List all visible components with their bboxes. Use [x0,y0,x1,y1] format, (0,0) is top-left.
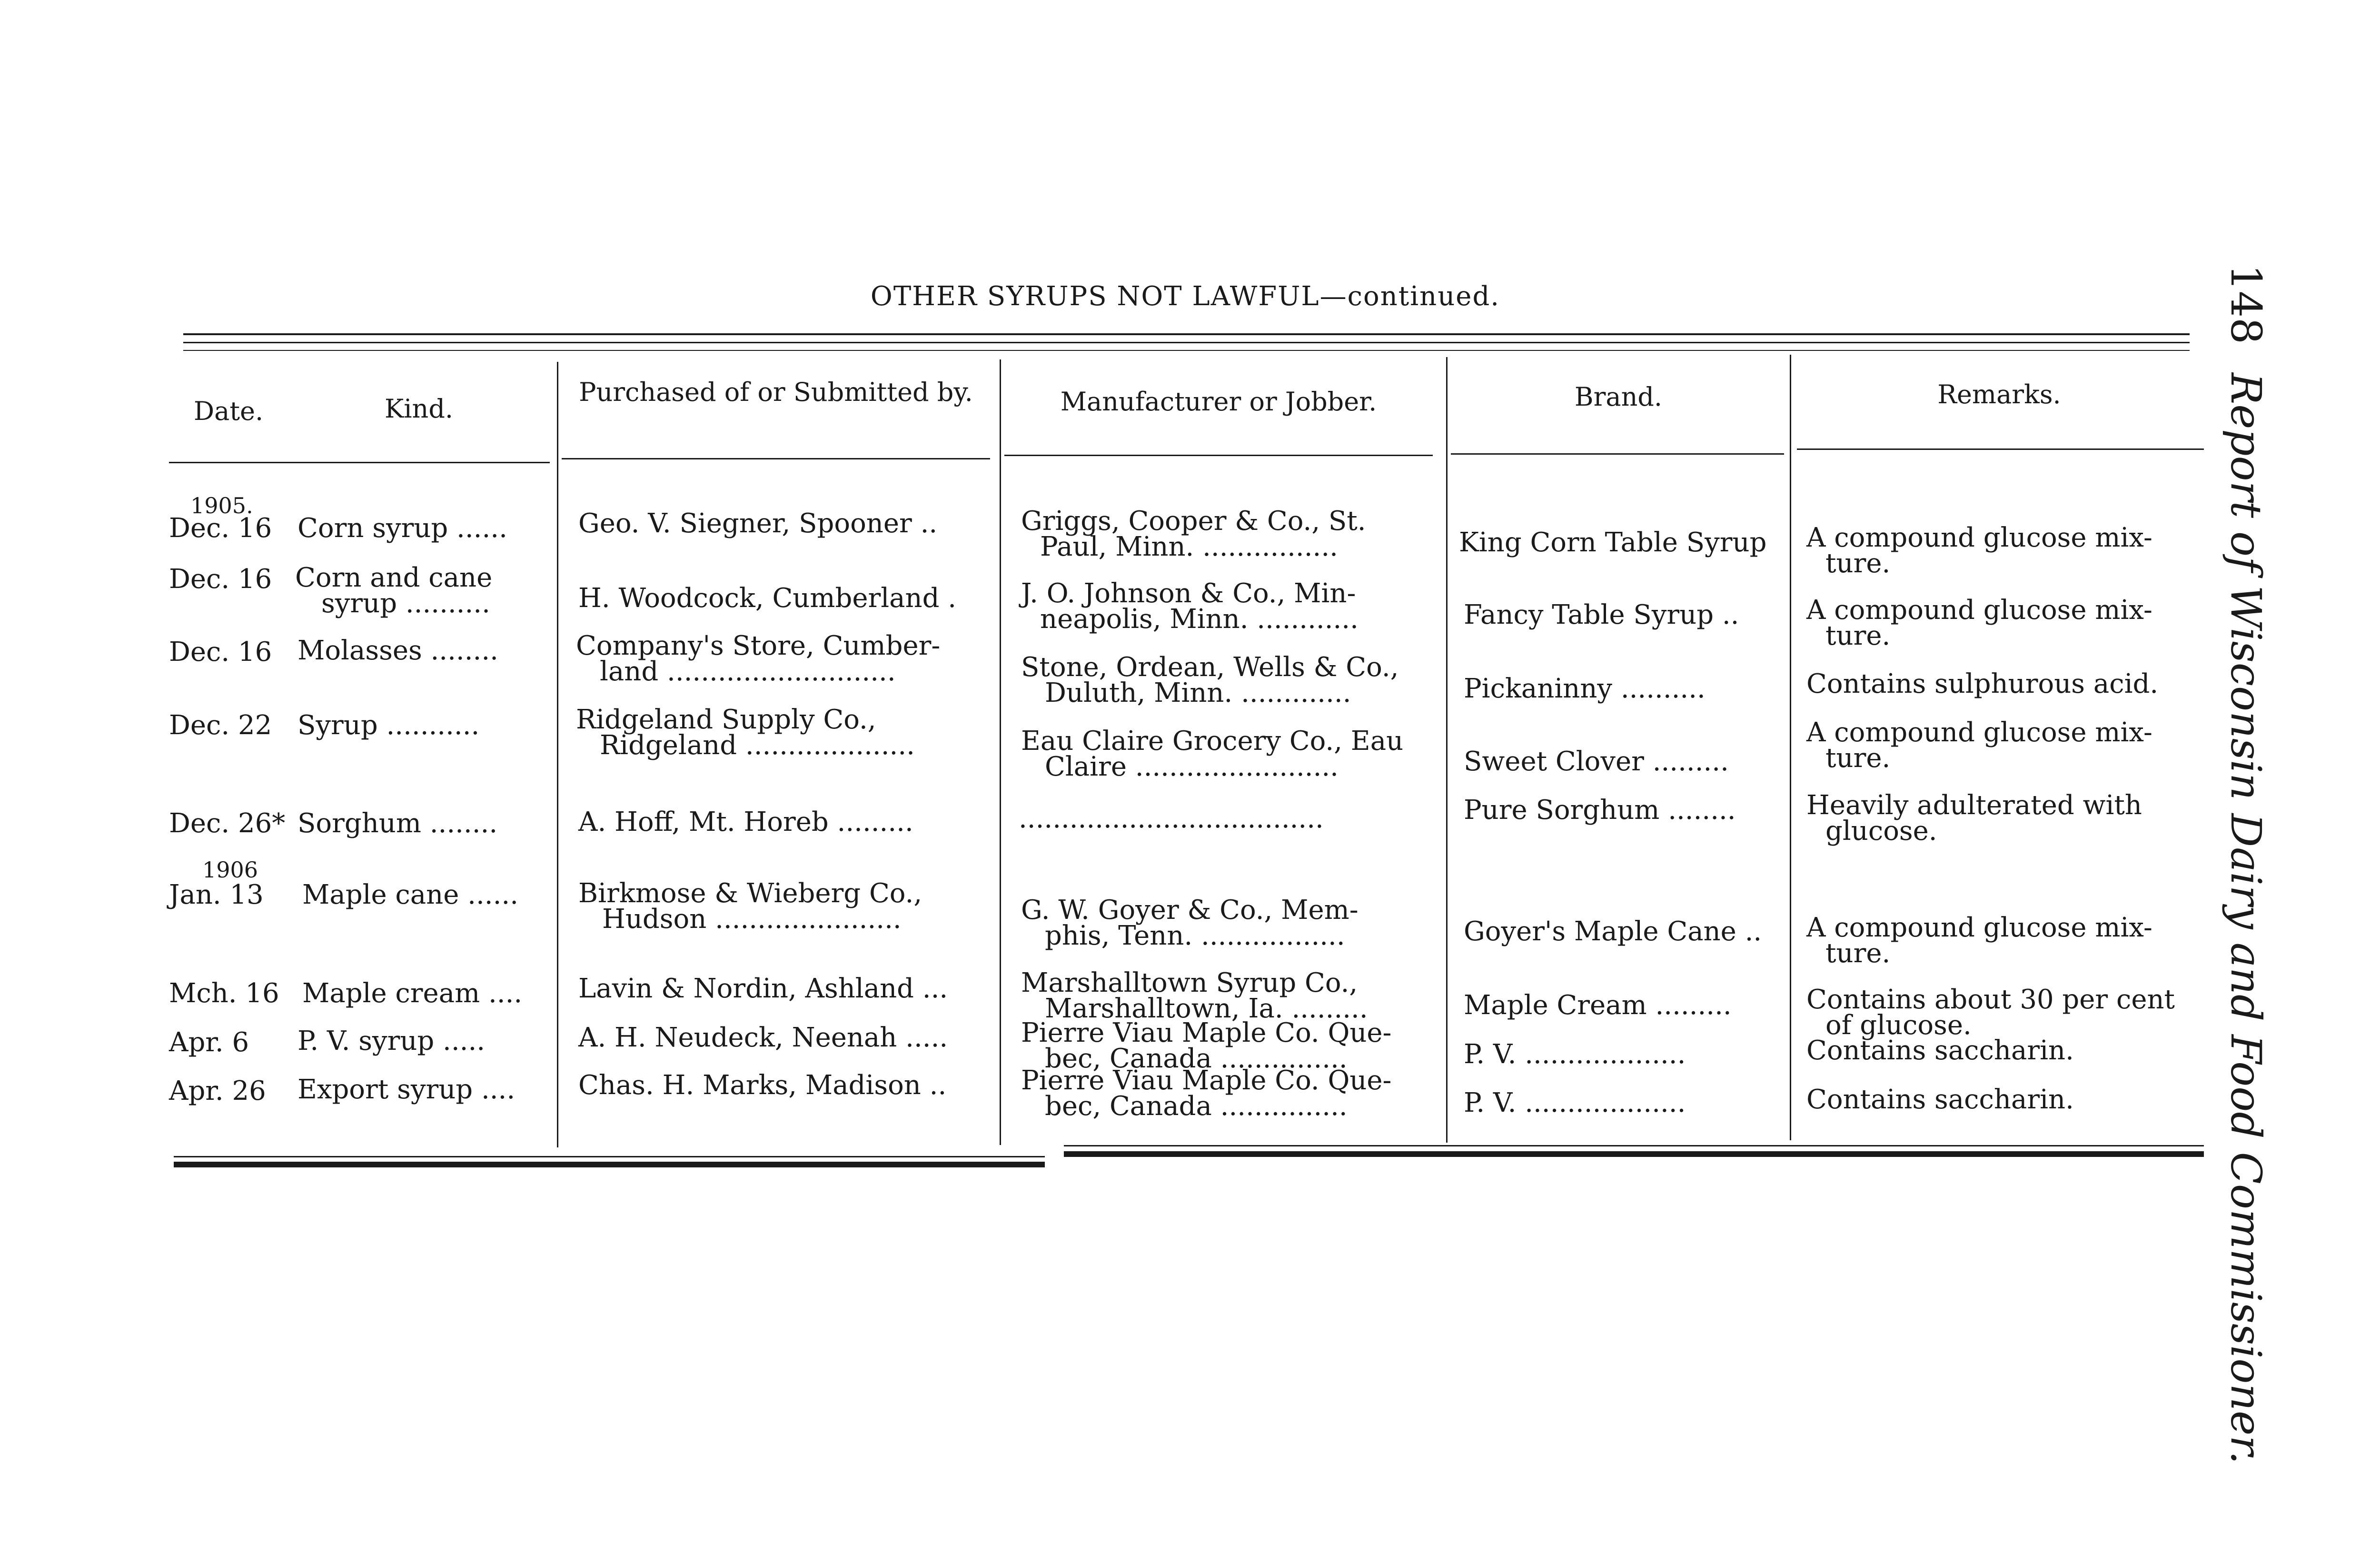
row-8-purchased: A. H. Neudeck, Neenah ..... [578,1022,948,1053]
row-9-manufacturer: Pierre Viau Maple Co. Que- bec, Canada ............... [1021,1065,1392,1122]
col-sep-4 [1790,355,1791,1140]
row-1-date: Dec. 16 [169,513,272,544]
row-6-manufacturer: G. W. Goyer & Co., Mem- phis, Tenn. ................. [1021,895,1359,951]
header-underline-brand [1451,453,1784,455]
header-underline-purchased [562,458,990,459]
row-4-kind: Syrup ........... [298,710,480,741]
row-7-kind: Maple cream .... [302,978,523,1009]
row-1-brand: King Corn Table Syrup [1459,527,1767,558]
header-date: Date. [193,396,264,426]
year-1906: 1906 [202,857,258,883]
row-5-purchased: A. Hoff, Mt. Horeb ......... [578,807,913,837]
header-purchased: Purchased of or Submitted by. [579,377,973,407]
row-8-remarks: Contains saccharin. [1806,1035,2074,1066]
row-3-manufacturer: Stone, Ordean, Wells & Co., Duluth, Minn. ............. [1021,652,1399,708]
row-3-purchased: Company's Store, Cumber- land ........................... [576,630,941,687]
row-7-brand: Maple Cream ......... [1464,990,1732,1021]
row-2-purchased: H. Woodcock, Cumberland . [578,583,957,614]
row-2-kind: Corn and cane syrup .......... [295,562,493,619]
caption-main: OTHER SYRUPS NOT LAWFUL [870,281,1320,312]
row-7-remarks: Contains about 30 per cent of glucose. [1806,984,2175,1041]
row-4-date: Dec. 22 [169,710,272,741]
row-5-date: Dec. 26* [169,808,286,839]
row-5-manufacturer: .................................... [1019,803,1324,834]
row-6-kind: Maple cane ...... [302,879,518,910]
row-3-kind: Molasses ........ [298,635,498,666]
row-5-kind: Sorghum ........ [298,808,498,839]
row-9-remarks: Contains saccharin. [1806,1084,2074,1115]
header-underline-date-kind [169,462,550,463]
row-3-brand: Pickaninny .......... [1464,673,1706,704]
row-3-date: Dec. 16 [169,637,272,667]
bottom-rule-thin-right [1064,1145,2204,1146]
row-5-brand: Pure Sorghum ........ [1464,795,1736,826]
row-1-purchased: Geo. V. Siegner, Spooner .. [578,508,938,539]
row-4-manufacturer: Eau Claire Grocery Co., Eau Claire ........................ [1021,726,1404,782]
caption-continued: —continued. [1319,281,1500,312]
row-2-remarks: A compound glucose mix- ture. [1806,595,2152,651]
row-7-purchased: Lavin & Nordin, Ashland ... [578,973,948,1004]
row-9-kind: Export syrup .... [298,1074,516,1105]
row-3-remarks: Contains sulphurous acid. [1806,668,2159,699]
top-rule-2 [183,342,2190,343]
row-6-purchased: Birkmose & Wieberg Co., Hudson ...................... [578,878,922,935]
header-brand: Brand. [1574,382,1663,412]
row-1-kind: Corn syrup ...... [298,513,507,544]
col-sep-2 [1000,359,1001,1145]
running-head [2213,264,2271,1464]
row-8-kind: P. V. syrup ..... [298,1026,486,1056]
top-rule-1 [183,333,2190,335]
row-7-date: Mch. 16 [169,978,279,1009]
row-8-date: Apr. 6 [169,1027,249,1058]
bottom-rule-thin-left [174,1156,1045,1157]
table-caption [852,281,1518,312]
row-2-date: Dec. 16 [169,564,272,595]
header-remarks: Remarks. [1937,379,2061,409]
row-4-remarks: A compound glucose mix- ture. [1806,717,2152,774]
row-4-brand: Sweet Clover ......... [1464,746,1729,777]
top-rule-3 [183,350,2190,351]
row-7-manufacturer: Marshalltown Syrup Co., Marshalltown, Ia. ......... [1021,967,1368,1024]
row-8-brand: P. V. ................... [1464,1039,1686,1070]
row-9-brand: P. V. ................... [1464,1087,1686,1118]
bottom-rule-thick-left [174,1162,1045,1167]
row-8-manufacturer: Pierre Viau Maple Co. Que- bec, Canada ............... [1021,1017,1392,1074]
header-underline-remarks [1797,448,2204,450]
bottom-rule-thick-right [1064,1151,2204,1157]
row-9-purchased: Chas. H. Marks, Madison .. [578,1070,947,1101]
year-1905: 1905. [190,493,253,518]
header-manufacturer: Manufacturer or Jobber. [1060,387,1377,417]
row-2-manufacturer: J. O. Johnson & Co., Min- neapolis, Minn. ............ [1021,578,1359,635]
row-6-brand: Goyer's Maple Cane .. [1464,916,1762,947]
row-5-remarks: Heavily adulterated with glucose. [1806,790,2142,847]
row-6-date: Jan. 13 [169,879,264,910]
col-sep-1 [557,362,558,1147]
header-kind: Kind. [384,394,454,424]
report-title: Report of Wisconsin Dairy and Food Commissioner. [2221,372,2271,1464]
row-6-remarks: A compound glucose mix- ture. [1806,912,2152,969]
row-2-brand: Fancy Table Syrup .. [1464,599,1739,630]
row-9-date: Apr. 26 [169,1076,266,1106]
row-4-purchased: Ridgeland Supply Co., Ridgeland .................... [576,704,915,761]
col-sep-3 [1446,357,1448,1143]
row-1-manufacturer: Griggs, Cooper & Co., St. Paul, Minn. ................ [1021,506,1366,562]
header-underline-manufacturer [1004,455,1433,456]
row-1-remarks: A compound glucose mix- ture. [1806,522,2152,579]
page-number: 148 [2221,264,2271,344]
